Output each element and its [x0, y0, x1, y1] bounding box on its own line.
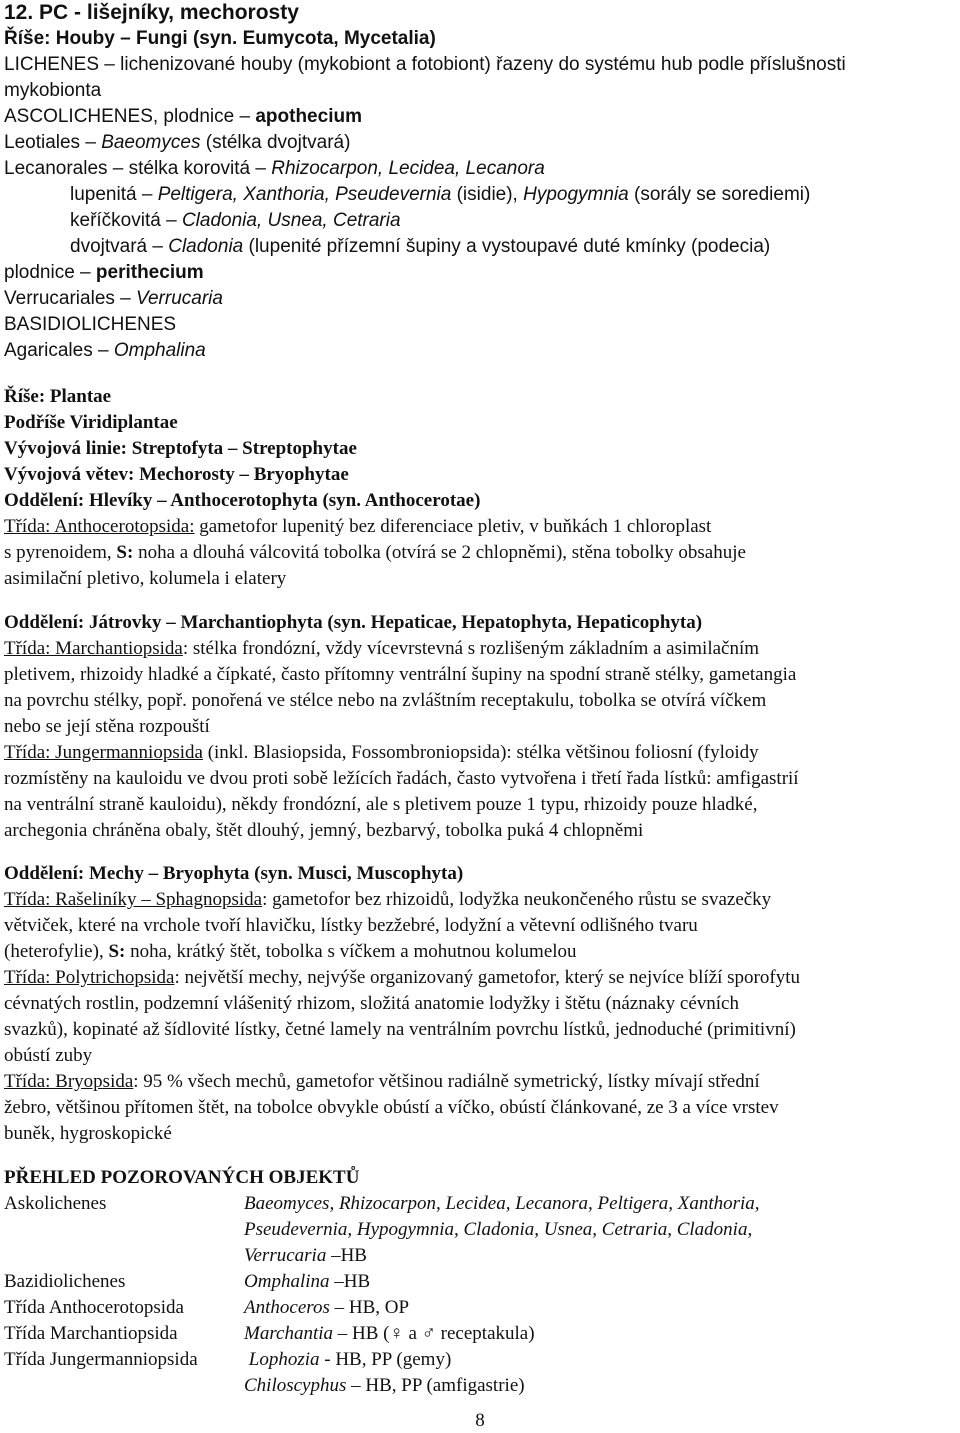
- overview-row-value: [244, 1191, 954, 1269]
- lichenes-section: [4, 26, 846, 364]
- anthocerotopsida-line-3: asimilační pletivo, kolumela i elatery: [4, 568, 287, 589]
- ascolichenes-line: ASCOLICHENES, plodnice – apothecium: [4, 106, 362, 127]
- taxon-name: Baeomyces, Rhizocarpon, Lecidea, Lecanora, Peltigera, Xanthoria,: [244, 1193, 760, 1214]
- overview-row: [4, 1269, 954, 1295]
- jungermanniopsida-line-2: rozmístěny na kauloidu ve dvou proti sobě ležících řadách, často vytvořena i třetí řada lístků: amfigastrií: [4, 768, 799, 789]
- overview-row-label: Askolichenes: [4, 1193, 107, 1214]
- plantae-section: [4, 384, 954, 592]
- overview-row: [4, 1347, 954, 1399]
- taxon-name: Omphalina: [244, 1271, 330, 1292]
- overview-row-value: [244, 1347, 954, 1399]
- lineage-heading: Vývojová linie: Streptofyta – Streptophytae: [4, 438, 357, 459]
- kingdom-plantae-heading: Říše: Plantae: [4, 386, 112, 407]
- lupenita-line: lupenitá – Peltigera, Xanthoria, Pseudevernia (isidie), Hypogymnia (sorály se sorediemi): [70, 184, 811, 205]
- jungermanniopsida-line-1: Třída: Jungermanniopsida (inkl. Blasiopsida, Fossombroniopsida): stélka většinou foliosní (fyloidy: [4, 742, 759, 763]
- taxon-name: Verrucaria: [244, 1245, 327, 1266]
- jungermanniopsida-class-label: Třída: Jungermanniopsida: [4, 742, 203, 763]
- overview-row-value: [244, 1269, 954, 1295]
- sphagnopsida-line-1: Třída: Rašeliníky – Sphagnopsida: gametofor bez rhizoidů, lodyžka neukončeného růstu se svazečky: [4, 889, 772, 910]
- taxon-note: – HB (♀ a ♂ receptakula): [333, 1323, 535, 1344]
- overview-value-line: [244, 1321, 954, 1347]
- taxon-note: –HB: [329, 1271, 371, 1292]
- polytrichopsida-class-label: Třída: Polytrichopsida: [4, 967, 175, 988]
- mykobionta-line: mykobionta: [4, 80, 102, 101]
- polytrichopsida-line-3: svazků), kopinaté až šídlovité lístky, četné lamely na ventrálním povrchu lístků, jednoduché (primitivní): [4, 1019, 796, 1040]
- overview-section: [4, 1165, 954, 1399]
- sphagnopsida-class-label: Třída: Rašeliníky – Sphagnopsida: [4, 889, 263, 910]
- leotiales-line: Leotiales – Baeomyces (stélka dvojtvará): [4, 132, 351, 153]
- overview-value-line: [244, 1295, 954, 1321]
- basidiolichenes-line: BASIDIOLICHENES: [4, 314, 177, 335]
- subkingdom-heading: Podříše Viridiplantae: [4, 412, 178, 433]
- liverworts-section: [4, 610, 954, 844]
- overview-row: [4, 1191, 954, 1269]
- overview-row: [4, 1321, 954, 1347]
- bryopsida-line-1: Třída: Bryopsida: 95 % všech mechů, gametofor většinou radiálně symetrický, lístky mívají střední: [4, 1071, 760, 1092]
- taxon-name: Marchantia: [244, 1323, 334, 1344]
- taxon-note: –HB: [326, 1245, 367, 1266]
- overview-row-value: [244, 1321, 954, 1347]
- perithecium-line: plodnice – perithecium: [4, 262, 204, 283]
- lecanorales-line: Lecanorales – stélka korovitá – Rhizocarpon, Lecidea, Lecanora: [4, 158, 545, 179]
- branch-heading: Vývojová větev: Mechorosty – Bryophytae: [4, 464, 349, 485]
- marchantiopsida-line-4: nebo se její stěna rozpouští: [4, 716, 210, 737]
- overview-value-line: [244, 1269, 954, 1295]
- agaricales-line: Agaricales – Omphalina: [4, 340, 206, 361]
- overview-heading: PŘEHLED POZOROVANÝCH OBJEKTŮ: [4, 1167, 360, 1188]
- overview-value-line: [244, 1191, 954, 1217]
- marchantiopsida-class-label: Třída: Marchantiopsida: [4, 638, 183, 659]
- overview-value-line: [244, 1217, 954, 1243]
- kingdom-fungi-line: Říše: Houby – Fungi (syn. Eumycota, Mycetalia): [4, 28, 436, 49]
- sphagnopsida-line-2: větviček, které na vrchole tvoří hlavičku, lístky bezžebré, lodyžní a větevní odlišného tvaru: [4, 915, 698, 936]
- sphagnopsida-line-3: (heterofylie), S: noha, krátký štět, tobolka s víčkem a mohutnou kolumelou: [4, 941, 577, 962]
- taxon-note: - HB, PP (gemy): [319, 1349, 452, 1370]
- overview-row-label: Třída Jungermanniopsida: [4, 1349, 198, 1370]
- jungermanniopsida-line-4: archegonia chráněna obaly, štět dlouhý, jemný, bezbarvý, tobolka puká 4 chlopněmi: [4, 820, 644, 841]
- bryopsida-line-2: žebro, většinou přítomen štět, na tobolce obvykle obústí a víčko, obústí článkované, ze 3 a více vrstev: [4, 1097, 779, 1118]
- overview-value-line: [244, 1347, 954, 1373]
- marchantiopsida-line-1: Třída: Marchantiopsida: stélka frondózní, vždy vícevrstevná s rozlišeným základním a asimilačním: [4, 638, 760, 659]
- taxon-name: Anthoceros: [244, 1297, 330, 1318]
- overview-value-line: [244, 1373, 954, 1399]
- anthocerotopsida-line-2: s pyrenoidem, S: noha a dlouhá válcovitá tobolka (otvírá se 2 chlopněmi), stěna tobolky obsahuje: [4, 542, 746, 563]
- bryopsida-class-label: Třída: Bryopsida: [4, 1071, 134, 1092]
- page-title: 12. PC - lišejníky, mechorosty: [4, 1, 299, 24]
- marchantiopsida-line-3: na povrchu stélky, popř. ponořená ve stélce nebo na zvláštním receptakulu, tobolka se otvírá víčkem: [4, 690, 767, 711]
- overview-row-label: Třída Marchantiopsida: [4, 1323, 178, 1344]
- marchantiopsida-line-2: pletivem, rhizoidy hladké a čípkaté, často přítomny ventrální šupiny na spodní straně stélky, gametangia: [4, 664, 797, 685]
- overview-row-value: [244, 1295, 954, 1321]
- taxon-name: Pseudevernia, Hypogymnia, Cladonia, Usnea, Cetraria, Cladonia,: [244, 1219, 753, 1240]
- bryopsida-line-3: buněk, hygroskopické: [4, 1123, 172, 1144]
- taxon-note: – HB, OP: [329, 1297, 410, 1318]
- hornworts-heading: Oddělení: Hlevíky – Anthocerotophyta (syn. Anthocerotae): [4, 490, 481, 511]
- polytrichopsida-line-1: Třída: Polytrichopsida: největší mechy, nejvýše organizovaný gametofor, který se nejvíce blíží sporofytu: [4, 967, 800, 988]
- anthocerotopsida-line-1: Třída: Anthocerotopsida: gametofor lupenitý bez diferenciace pletiv, v buňkách 1 chloroplast: [4, 516, 712, 537]
- anthocerotopsida-class-label: Třída: Anthocerotopsida:: [4, 516, 195, 537]
- overview-table: [4, 1191, 954, 1399]
- taxon-note: – HB, PP (amfigastrie): [346, 1375, 525, 1396]
- mosses-heading: Oddělení: Mechy – Bryophyta (syn. Musci, Muscophyta): [4, 863, 464, 884]
- kerickovita-line: keříčkovitá – Cladonia, Usnea, Cetraria: [70, 210, 401, 231]
- taxon-name: Chiloscyphus: [244, 1375, 347, 1396]
- overview-row-label: Třída Anthocerotopsida: [4, 1297, 184, 1318]
- liverworts-heading: Oddělení: Játrovky – Marchantiophyta (syn. Hepaticae, Hepatophyta, Hepaticophyta): [4, 612, 703, 633]
- overview-row-label: Bazidiolichenes: [4, 1271, 126, 1292]
- polytrichopsida-line-2: cévnatých rostlin, podzemní vlášenitý rhizom, složitá anatomie lodyžky i štětu (náznaky cévních: [4, 993, 739, 1014]
- overview-value-line: [244, 1243, 954, 1269]
- verrucariales-line: Verrucariales – Verrucaria: [4, 288, 223, 309]
- overview-row: [4, 1295, 954, 1321]
- polytrichopsida-line-4: obústí zuby: [4, 1045, 93, 1066]
- page-number: 8: [475, 1410, 485, 1431]
- mosses-section: [4, 861, 954, 1147]
- jungermanniopsida-line-3: na ventrální straně kauloidu), někdy frondózní, ale s pletivem pouze 1 typu, rhizoidy pouze hladké,: [4, 794, 758, 815]
- lichenes-line: LICHENES – lichenizované houby (mykobiont a fotobiont) řazeny do systému hub podle příslušnosti: [4, 54, 846, 75]
- dvojtvara-line: dvojtvará – Cladonia (lupenité přízemní šupiny a vystoupavé duté kmínky (podecia): [70, 236, 771, 257]
- taxon-name: Lophozia: [244, 1349, 320, 1370]
